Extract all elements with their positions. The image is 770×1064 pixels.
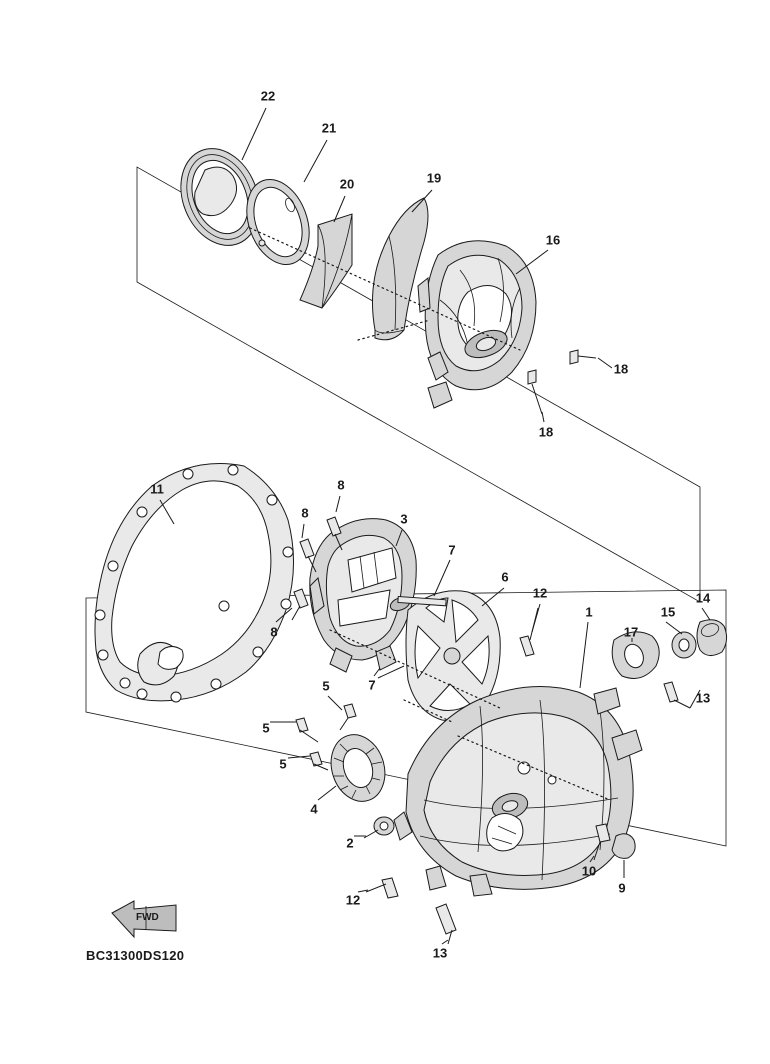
callout-7-a: 7 [448, 542, 456, 558]
callout-13-b: 13 [432, 945, 448, 961]
callout-19: 19 [426, 170, 442, 186]
part-1-main-case [394, 687, 642, 896]
part-5-screw-a [340, 704, 356, 730]
part-18-bolt-a [570, 350, 596, 364]
part-8-bolt-c [292, 589, 308, 620]
callout-5-a: 5 [322, 678, 330, 694]
callout-14: 14 [695, 590, 711, 606]
part-13-bolt-a [664, 682, 690, 708]
part-11-gasket [95, 464, 294, 703]
callout-2: 2 [346, 835, 354, 851]
part-14-cap [697, 620, 727, 656]
callout-8-c: 8 [270, 624, 278, 640]
part-16-fan-housing [418, 241, 536, 408]
part-12-bolt-a [520, 608, 538, 656]
part-18-bolt-b [528, 370, 542, 414]
callout-8-b: 8 [301, 505, 309, 521]
callout-10: 10 [581, 863, 597, 879]
part-15-washer [672, 632, 696, 658]
callout-11: 11 [150, 481, 164, 497]
callout-17: 17 [623, 624, 639, 640]
part-5-screw-c [310, 752, 328, 770]
fwd-direction-label: FWD [136, 912, 159, 923]
part-2-plug [364, 817, 394, 838]
callout-16: 16 [545, 232, 561, 248]
callout-18-b: 18 [538, 424, 554, 440]
callout-5-c: 5 [279, 756, 287, 772]
callout-15: 15 [660, 604, 676, 620]
callout-12-a: 12 [532, 585, 548, 601]
callout-20: 20 [339, 176, 355, 192]
callout-9: 9 [618, 880, 626, 896]
part-19-shroud [372, 198, 428, 340]
callout-12-b: 12 [345, 892, 361, 908]
part-13-bolt-b [436, 904, 456, 944]
part-3-bracket [310, 519, 416, 672]
diagram-part-code: BC31300DS120 [86, 948, 185, 963]
callout-3: 3 [400, 511, 408, 527]
part-12-bolt-b [366, 878, 398, 898]
part-8-bolt-b [300, 539, 316, 572]
callout-4: 4 [310, 801, 318, 817]
callout-22: 22 [260, 88, 276, 104]
callout-18-a: 18 [613, 361, 629, 377]
callout-6: 6 [501, 569, 509, 585]
part-5-screw-b [296, 718, 318, 742]
callout-21: 21 [321, 120, 337, 136]
callout-1: 1 [585, 604, 593, 620]
callout-8-a: 8 [337, 477, 345, 493]
callout-13-a: 13 [695, 690, 711, 706]
callout-7-b: 7 [368, 677, 376, 693]
callout-5-b: 5 [262, 720, 270, 736]
part-4-rotor [323, 728, 393, 809]
